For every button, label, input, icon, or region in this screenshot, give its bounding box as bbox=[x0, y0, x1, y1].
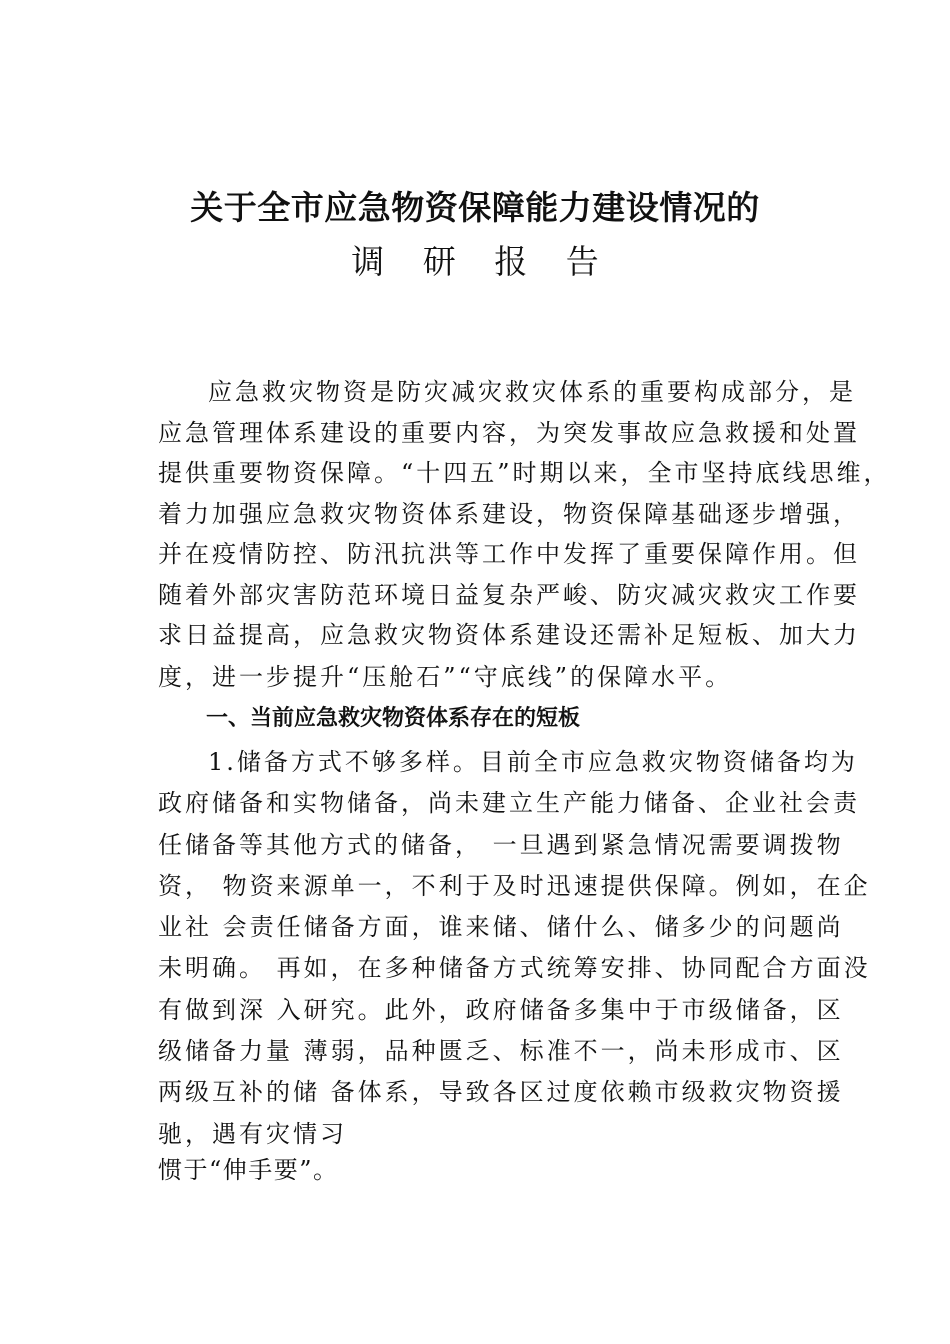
paragraph-line: 两级互补的储 备体系，导致各区过度依赖市级救灾物资援 bbox=[158, 1078, 844, 1107]
paragraph-line: 任储备等其他方式的储备， 一旦遇到紧急情况需要调拨物 bbox=[158, 830, 844, 859]
intro-paragraph bbox=[158, 372, 891, 656]
paragraph-line: 提供重要物资保障。“十四五”时期以来，全市坚持底线思维， bbox=[158, 459, 891, 487]
paragraph-line: 并在疫情防控、防汛抗洪等工作中发挥了重要保障作用。但 bbox=[158, 540, 860, 568]
paragraph-line: 着力加强应急救灾物资体系建设，物资保障基础逐步增强， bbox=[158, 499, 860, 528]
point-1-paragraph-end bbox=[158, 1150, 838, 1190]
paragraph-line: 应急救灾物资是防灾减灾救灾体系的重要构成部分，是 bbox=[208, 378, 856, 406]
paragraph-line: 求日益提高，应急救灾物资体系建设还需补足短板、加大力 bbox=[158, 621, 860, 649]
document-title: 关于全市应急物资保障能力建设情况的 bbox=[190, 188, 760, 227]
section-heading: 一、当前应急救灾物资体系存在的短板 bbox=[206, 706, 581, 731]
paragraph-line: 驰，遇有灾情习 bbox=[158, 1119, 347, 1148]
paragraph-line: 惯于“伸手要”。 bbox=[158, 1156, 339, 1184]
paragraph-line: 1.储备方式不够多样。目前全市应急救灾物资储备均为 bbox=[208, 748, 858, 776]
paragraph-line: 应急管理体系建设的重要内容，为突发事故应急救援和处置 bbox=[158, 418, 860, 447]
paragraph-line: 级储备力量 薄弱，品种匮乏、标准不一，尚未形成市、区 bbox=[158, 1037, 844, 1066]
paragraph-line: 政府储备和实物储备，尚未建立生产能力储备、企业社会责 bbox=[158, 789, 860, 818]
paragraph-line: 业社 会责任储备方面，谁来储、储什么、储多少的问题尚 bbox=[158, 913, 844, 942]
intro-paragraph-end bbox=[158, 657, 838, 697]
paragraph-line: 资， 物资来源单一，不利于及时迅速提供保障。例如，在企 bbox=[158, 871, 871, 900]
point-1-paragraph bbox=[158, 742, 871, 1155]
paragraph-line: 度，进一步提升“压舱石”“守底线”的保障水平。 bbox=[158, 663, 733, 691]
paragraph-line: 有做到深 入研究。此外，政府储备多集中于市级储备，区 bbox=[158, 995, 844, 1024]
paragraph-line: 随着外部灾害防范环境日益复杂严峻、防灾减灾救灾工作要 bbox=[158, 580, 860, 609]
paragraph-line: 未明确。 再如，在多种储备方式统筹安排、协同配合方面没 bbox=[158, 954, 871, 983]
document-subtitle: 调 研 报 告 bbox=[351, 242, 599, 281]
